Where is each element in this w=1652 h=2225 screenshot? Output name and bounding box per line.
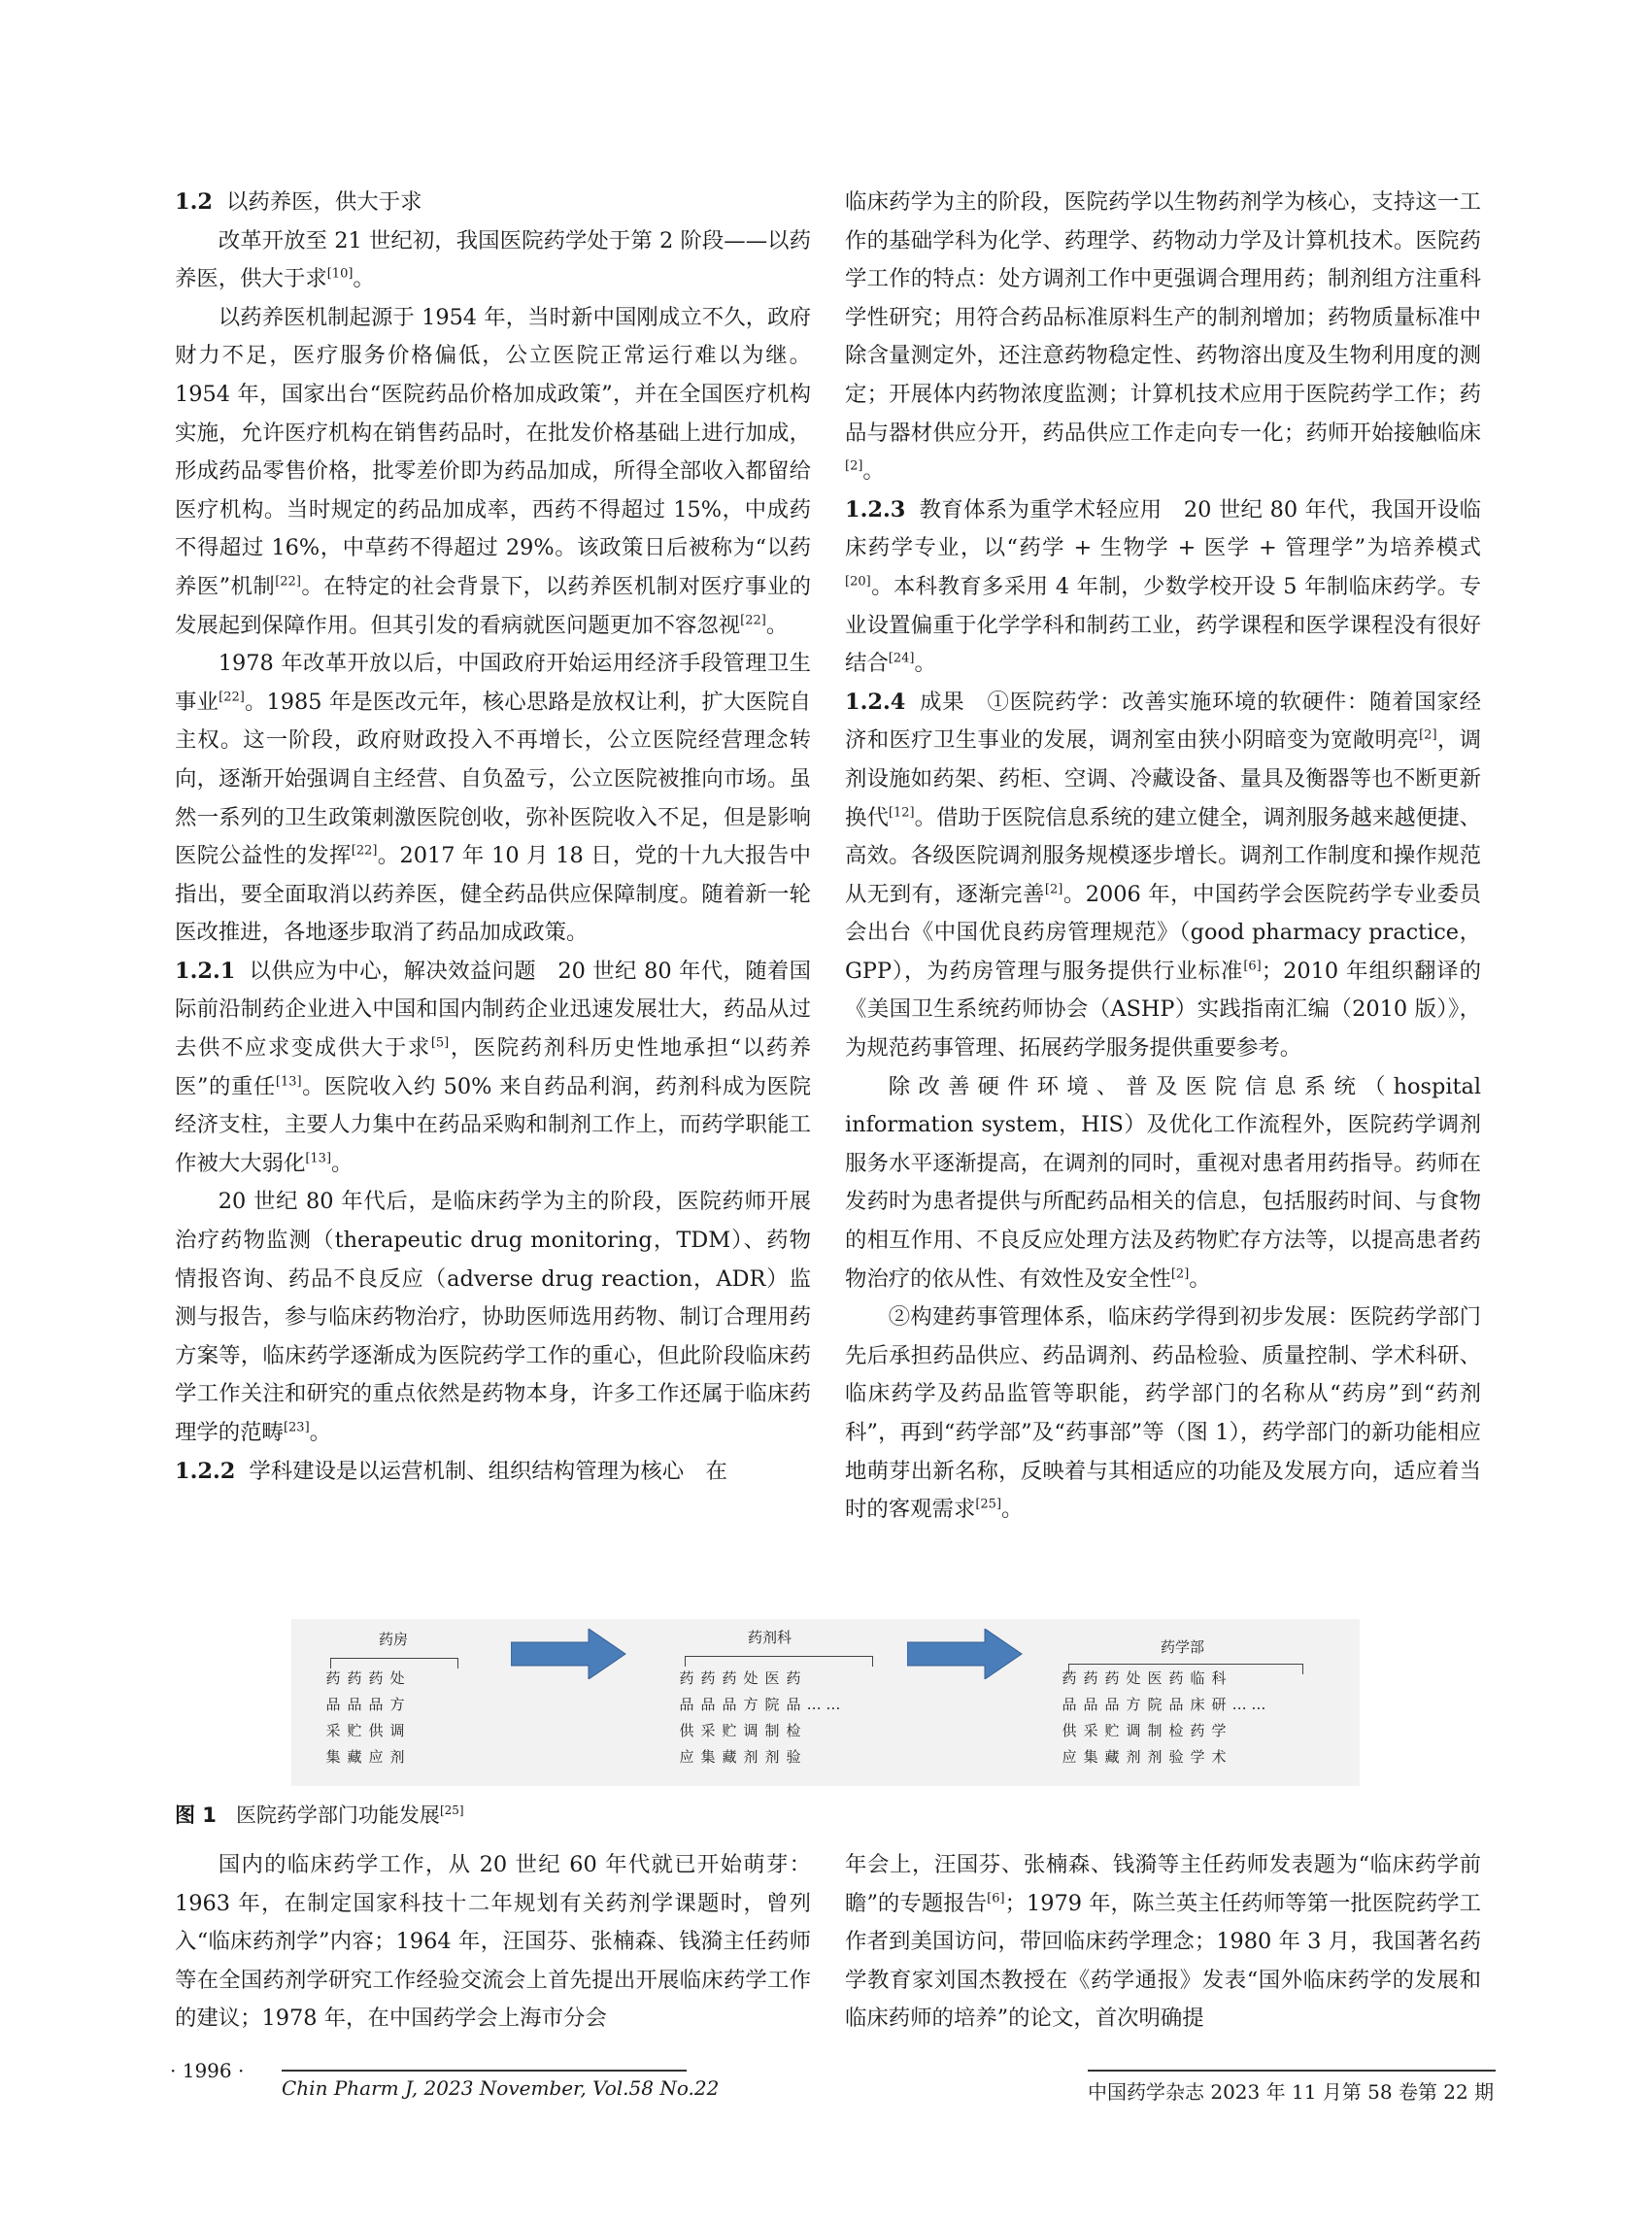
function-char: 品 bbox=[368, 1696, 384, 1713]
journal-citation-zh: 中国药学杂志 2023 年 11 月第 58 卷第 22 期 bbox=[1088, 2080, 1495, 2104]
function-char: 方 bbox=[1126, 1696, 1141, 1713]
citation: [23] bbox=[283, 1420, 310, 1435]
function-char: 处 bbox=[389, 1669, 405, 1687]
function-char: 供 bbox=[1062, 1722, 1077, 1739]
citation: [22] bbox=[275, 574, 301, 590]
citation: [2] bbox=[1170, 1266, 1190, 1282]
function-char: 科 bbox=[1211, 1669, 1227, 1687]
function-char: 贮 bbox=[722, 1722, 737, 1739]
function-char: 采 bbox=[325, 1722, 341, 1739]
bottom-right-column bbox=[845, 1846, 1481, 2039]
paragraph: 改革开放至 21 世纪初，我国医院药学处于第 2 阶段——以药养医，供大于求[10]。 bbox=[175, 227, 811, 292]
left-column bbox=[175, 184, 811, 1491]
function-char: 药 bbox=[368, 1669, 384, 1687]
function-char: 院 bbox=[1147, 1696, 1163, 1713]
figure-1 bbox=[291, 1619, 1360, 1786]
function-char: 药 bbox=[1062, 1669, 1077, 1687]
function-char: 院 bbox=[764, 1696, 780, 1713]
function-char: 药 bbox=[679, 1669, 694, 1687]
arrow-icon bbox=[907, 1629, 1024, 1679]
function-char: 药 bbox=[325, 1669, 341, 1687]
function-char: 品 bbox=[1062, 1696, 1077, 1713]
function-char: 品 bbox=[1168, 1696, 1184, 1713]
ellipsis bbox=[804, 1666, 843, 1692]
function-char: 处 bbox=[1126, 1669, 1141, 1687]
paragraph-continued: 临床药学为主的阶段，医院药学以生物药剂学为核心，支持这一工作的基础学科为化学、药理学、药物动力学及计算机技术。医院药学工作的特点：处方调剂工作中更强调合理用药；制剂组方注重科学性研究；用符合药品标准原料生产的制剂增加；药物质量标准中除含量测定外，还注意药物稳定性、药物溶出度及生物利用度的测定；开展体内药物浓度监测；计算机技术应用于医院药学工作；药品与器材供应分开，药品供应工作走向专一化；药师开始接触临床[2]。 bbox=[845, 189, 1481, 485]
citation: [20] bbox=[845, 574, 871, 590]
function-char: 方 bbox=[389, 1696, 405, 1713]
stage-functions-pharmacy-division bbox=[1059, 1666, 1268, 1770]
function-char: 品 bbox=[679, 1696, 694, 1713]
function-char: 学 bbox=[1211, 1722, 1227, 1739]
stage-functions-pharmacy-department bbox=[676, 1666, 843, 1770]
function-char: 藏 bbox=[1104, 1748, 1120, 1766]
function-char: 藏 bbox=[347, 1748, 362, 1766]
function-char: 药 bbox=[1104, 1669, 1120, 1687]
section-heading-1-2-4: 1.2.4 成果 ①医院药学：改善实施环境的软硬件：随着国家经济和医疗卫生事业的发展，调剂室由狭小阴暗变为宽敞明亮[2]，调剂设施如药架、药柜、空调、冷藏设备、量具及衡器等也不断更新换代[12]。借助于医院信息系统的建立健全，调剂服务越来越便捷、高效。各级医院调剂服务规模逐步增长。调剂工作制度和操作规范从无到有，逐渐完善[2]。2006 年，中国药学会医院药学专业委员会出台《中国优良药房管理规范》（good pharmacy practice，GPP），为药房管理与服务提供行业标准[6]；2010 年组织翻译的《美国卫生系统药师协会（ASHP）实践指南汇编（2010 版）》，为规范药事管理、拓展药学服务提供重要参考。 bbox=[845, 689, 1482, 1062]
function-char: 术 bbox=[1211, 1748, 1227, 1766]
function-char: 调 bbox=[743, 1722, 759, 1739]
function-char: 应 bbox=[679, 1748, 694, 1766]
citation: [6] bbox=[1243, 959, 1262, 974]
function-char: 药 bbox=[347, 1669, 362, 1687]
citation: [12] bbox=[888, 805, 915, 821]
paragraph: 国内的临床药学工作，从 20 世纪 60 年代就已开始萌芽：1963 年，在制定国家科技十二年规划有关药剂学课题时，曾列入“临床药剂学”内容；1964 年，汪国芬、张楠森、钱漪主任药师等在全国药剂学研究工作经验交流会上首先提出开展临床药学工作的建议；1978 年，在中国药学会上海市分会 bbox=[175, 1852, 811, 2032]
function-char: 药 bbox=[722, 1669, 737, 1687]
function-char: 品 bbox=[786, 1696, 801, 1713]
function-char: 剂 bbox=[764, 1748, 780, 1766]
citation: [25] bbox=[439, 1804, 464, 1817]
function-char: 品 bbox=[325, 1696, 341, 1713]
stage-title-pharmacy-division: 药学部 bbox=[1161, 1638, 1205, 1656]
function-char: 药 bbox=[1168, 1669, 1184, 1687]
stage-functions-pharmacy bbox=[322, 1666, 408, 1770]
function-char: 贮 bbox=[1104, 1722, 1120, 1739]
ellipsis bbox=[1230, 1744, 1268, 1770]
function-char: 剂 bbox=[389, 1748, 405, 1766]
footer-rule bbox=[282, 2070, 687, 2072]
function-char: 采 bbox=[1083, 1722, 1098, 1739]
function-char: 方 bbox=[743, 1696, 759, 1713]
ellipsis: … … bbox=[1231, 1696, 1266, 1713]
function-char: 集 bbox=[1083, 1748, 1098, 1766]
function-char: 临 bbox=[1190, 1669, 1205, 1687]
function-char: 药 bbox=[700, 1669, 716, 1687]
citation: [5] bbox=[430, 1035, 450, 1051]
ellipsis: … … bbox=[806, 1696, 841, 1713]
function-char: 调 bbox=[1126, 1722, 1141, 1739]
function-char: 检 bbox=[1168, 1722, 1184, 1739]
function-char: 检 bbox=[786, 1722, 801, 1739]
citation: [22] bbox=[740, 613, 766, 628]
function-char: 床 bbox=[1190, 1696, 1205, 1713]
ellipsis bbox=[804, 1718, 843, 1744]
arrow-shape bbox=[511, 1629, 625, 1679]
function-char: 品 bbox=[700, 1696, 716, 1713]
function-char: 应 bbox=[1062, 1748, 1077, 1766]
function-char: 品 bbox=[347, 1696, 362, 1713]
paragraph: ②构建药事管理体系，临床药学得到初步发展：医院药学部门先后承担药品供应、药品调剂、药品检验、质量控制、学术科研、临床药学及药品监管等职能，药学部门的名称从“药房”到“药剂科”，再到“药学部”及“药事部”等（图 1），药学部门的新功能相应地萌芽出新名称，反映着与其相适应的功能及发展方向，适应着当时的客观需求[25]。 bbox=[845, 1304, 1481, 1523]
citation: [25] bbox=[975, 1497, 1002, 1512]
function-char: 制 bbox=[1147, 1722, 1163, 1739]
figure-caption: 图 1 医院药学部门功能发展[25] bbox=[175, 1804, 464, 1827]
function-char: 药 bbox=[1190, 1722, 1205, 1739]
function-char: 调 bbox=[389, 1722, 405, 1739]
ellipsis bbox=[804, 1744, 843, 1770]
arrow-shape bbox=[907, 1629, 1022, 1679]
ellipsis bbox=[1230, 1718, 1268, 1744]
function-char: 集 bbox=[325, 1748, 341, 1766]
citation: [13] bbox=[305, 1151, 332, 1166]
section-heading-1-2-3: 1.2.3 教育体系为重学术轻应用 20 世纪 80 年代，我国开设临床药学专业，以“药学 + 生物学 + 医学 + 管理学”为培养模式[20]。本科教育多采用 4 年制，少数学校开设 5 年制临床药学。专业设置偏重于化学学科和制药工业，药学课程和医学课程没有很好结合[24]。 bbox=[845, 496, 1481, 677]
function-char: 验 bbox=[1168, 1748, 1184, 1766]
section-heading-1-2-1: 1.2.1 以供应为中心，解决效益问题 20 世纪 80 年代，随着国际前沿制药企业进入中国和国内制药企业迅速发展壮大，药品从过去供不应求变成供大于求[5]，医院药剂科历史性地承担“以药养医”的重任[13]。医院收入约 50% 来自药品利润，药剂科成为医院经济支柱，主要人力集中在药品采购和制剂工作上，而药学职能工作被大大弱化[13]。 bbox=[175, 958, 812, 1176]
journal-citation-en: Chin Pharm J, 2023 November, Vol.58 No.22 bbox=[282, 2076, 720, 2100]
paragraph: 以药养医机制起源于 1954 年，当时新中国刚成立不久，政府财力不足，医疗服务价格偏低，公立医院正常运行难以为继。1954 年，国家出台“医院药品价格加成政策”，并在全国医疗机构实施，允许医疗机构在销售药品时，在批发价格基础上进行加成，形成药品零售价格，批零差价即为药品加成，所得全部收入都留给医疗机构。当时规定的药品加成率，西药不得超过 15%，中成药不得超过 16%，中草药不得超过 29%。该政策日后被称为“以药养医”机制[22]。在特定的社会背景下，以药养医机制对医疗事业的发展起到保障作用。但其引发的看病就医问题更加不容忽视[22]。 bbox=[175, 304, 812, 638]
paragraph: 1978 年改革开放以后，中国政府开始运用经济手段管理卫生事业[22]。1985 年是医改元年，核心思路是放权让利，扩大医院自主权。这一阶段，政府财政投入不再增长，公立医院经营理念转向，逐渐开始强调自主经营、自负盈亏，公立医院被推向市场。虽然一系列的卫生政策刺激医院创收，弥补医院收入不足，但是影响医院公益性的发挥[22]。2017 年 10 月 18 日，党的十九大报告中指出，要全面取消以药养医，健全药品供应保障制度。随着新一轮医改推进，各地逐步取消了药品加成政策。 bbox=[175, 651, 811, 946]
citation: [22] bbox=[351, 843, 378, 859]
function-char: 制 bbox=[764, 1722, 780, 1739]
function-char: 处 bbox=[743, 1669, 759, 1687]
function-char: 供 bbox=[679, 1722, 694, 1739]
paragraph: 20 世纪 80 年代后，是临床药学为主的阶段，医院药师开展治疗药物监测（therapeutic drug monitoring，TDM）、药物情报咨询、药品不良反应（adverse drug reaction，ADR）监测与报告，参与临床药物治疗，协助医师选用药物、制订合理用药方案等，临床药学逐渐成为医院药学工作的重心，但此阶段临床药学工作关注和研究的重点依然是药物本身，许多工作还属于临床药理学的范畴[23]。 bbox=[175, 1189, 811, 1445]
function-char: 藏 bbox=[722, 1748, 737, 1766]
function-char: 剂 bbox=[743, 1748, 759, 1766]
function-char: 药 bbox=[786, 1669, 801, 1687]
function-char: 药 bbox=[1083, 1669, 1098, 1687]
function-char: 品 bbox=[1083, 1696, 1098, 1713]
function-char: 剂 bbox=[1126, 1748, 1141, 1766]
function-char: 品 bbox=[722, 1696, 737, 1713]
citation: [24] bbox=[888, 651, 915, 666]
page-number: · 1996 · bbox=[170, 2059, 245, 2082]
citation: [13] bbox=[275, 1074, 302, 1090]
bottom-left-column bbox=[175, 1846, 811, 2039]
citation: [10] bbox=[326, 266, 354, 282]
function-char: 采 bbox=[700, 1722, 716, 1739]
right-column bbox=[845, 184, 1481, 1530]
function-char: 学 bbox=[1190, 1748, 1205, 1766]
function-char: 剂 bbox=[1147, 1748, 1163, 1766]
function-char: 供 bbox=[368, 1722, 384, 1739]
ellipsis bbox=[1230, 1666, 1268, 1692]
function-char: 验 bbox=[786, 1748, 801, 1766]
function-char: 贮 bbox=[347, 1722, 362, 1739]
citation: [2] bbox=[845, 458, 863, 474]
section-heading-1-2: 1.2 以药养医，供大于求 bbox=[175, 189, 422, 215]
function-char: 研 bbox=[1211, 1696, 1227, 1713]
citation: [2] bbox=[1044, 882, 1063, 897]
function-char: 医 bbox=[1147, 1669, 1163, 1687]
arrow-icon bbox=[511, 1629, 627, 1679]
function-char: 应 bbox=[368, 1748, 384, 1766]
function-char: 集 bbox=[700, 1748, 716, 1766]
citation: [6] bbox=[987, 1891, 1005, 1906]
function-char: 医 bbox=[764, 1669, 780, 1687]
stage-title-pharmacy-department: 药剂科 bbox=[748, 1629, 792, 1646]
citation: [2] bbox=[1419, 727, 1437, 743]
citation: [22] bbox=[219, 690, 245, 705]
stage-title-pharmacy: 药房 bbox=[379, 1631, 409, 1648]
function-char: 品 bbox=[1104, 1696, 1120, 1713]
section-heading-1-2-2: 1.2.2 学科建设是以运营机制、组织结构管理为核心 在 bbox=[175, 1458, 727, 1484]
paragraph: 除改善硬件环境、普及医院信息系统（hospital information system，HIS）及优化工作流程外，医院药学调剂服务水平逐渐提高，在调剂的同时，重视对患者用药指导。药师在发药时为患者提供与所配药品相关的信息，包括服药时间、与食物的相互作用、不良反应处理方法及药物贮存方法等，以提高患者药物治疗的依从性、有效性及安全性[2]。 bbox=[845, 1073, 1481, 1292]
paragraph-continued: 年会上，汪国芬、张楠森、钱漪等主任药师发表题为“临床药学前瞻”的专题报告[6]；1979 年，陈兰英主任药师等第一批医院药学工作者到美国访问，带回临床药学理念；1980 年 3 月，我国著名药学教育家刘国杰教授在《药学通报》发表“国外临床药学的发展和临床药师的培养”的论文，首次明确提 bbox=[845, 1852, 1481, 2032]
footer-rule bbox=[1088, 2070, 1496, 2072]
